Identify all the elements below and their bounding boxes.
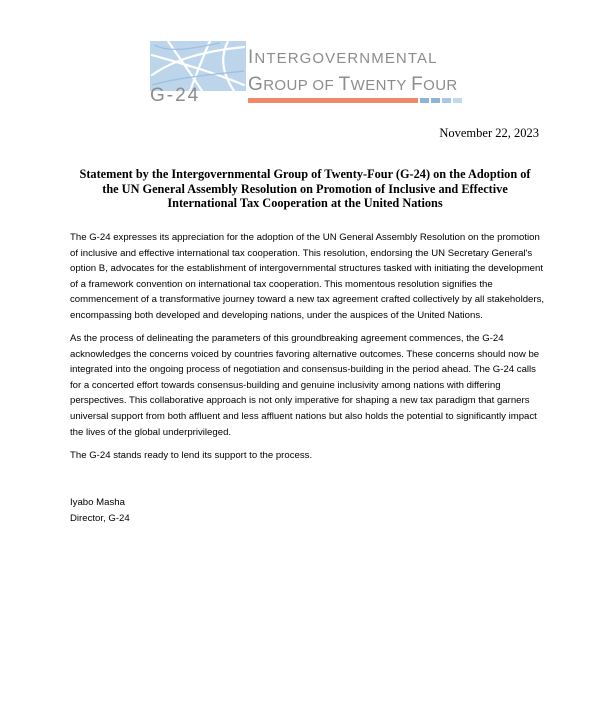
g24-logo — [150, 41, 468, 107]
paragraph: The G-24 expresses its appreciation for the adoption of the UN General Assembly Resolution on the promotion of inclusive and effective international tax cooperation. This resolution, endorsing the UN Secretary General's option B, advocates for the establishment of intergovernmental structures tasked with initiating the development of a framework convention on international tax cooperation. This momentous resolution signifies the commencement of a transformative journey toward a new tax agreement crafted collectively by all stakeholders, encompassing both developed and developing nations, under the auspices of the United Nations. — [70, 232, 545, 321]
signature-block — [70, 495, 130, 526]
signatory-name: Iyabo Masha — [70, 497, 125, 508]
logo-title-line2: GROUP OF TWENTY FOUR — [248, 74, 458, 95]
signatory-role: Director, G-24 — [70, 512, 130, 524]
statement-body — [70, 230, 545, 472]
statement-title: Statement by the Intergovernmental Group of Twenty-Four (G-24) on the Adoption of the UN General Assembly Resolution on Promotion of Inclusive and Effective International Tax Cooperation at the United Nations — [79, 167, 531, 211]
globe-logo-icon — [150, 41, 246, 91]
statement-date: November 22, 2023 — [439, 126, 539, 140]
logo-title-line1: INTERGOVERNMENTAL — [248, 47, 438, 68]
paragraph: As the process of delineating the parameters of this groundbreaking agreement commences, the G-24 acknowledges the concerns voiced by countries favoring alternative outcomes. These concerns should now be integrated into the ongoing process of negotiation and consensus-building in the period ahead. The G-24 calls for a concerted effort towards consensus-building and genuine inclusivity among nations with differing perspectives. This collaborative approach is not only imperative for shaping a new tax paradigm that garners universal support from both affluent and less affluent nations but also holds the potential to significantly impact the lives of the global underprivileged. — [70, 333, 540, 438]
paragraph: The G-24 stands ready to lend its support to the process. — [70, 450, 313, 462]
logo-accent-bar — [248, 98, 466, 103]
logo-g24-mark: G-24 — [150, 85, 201, 106]
